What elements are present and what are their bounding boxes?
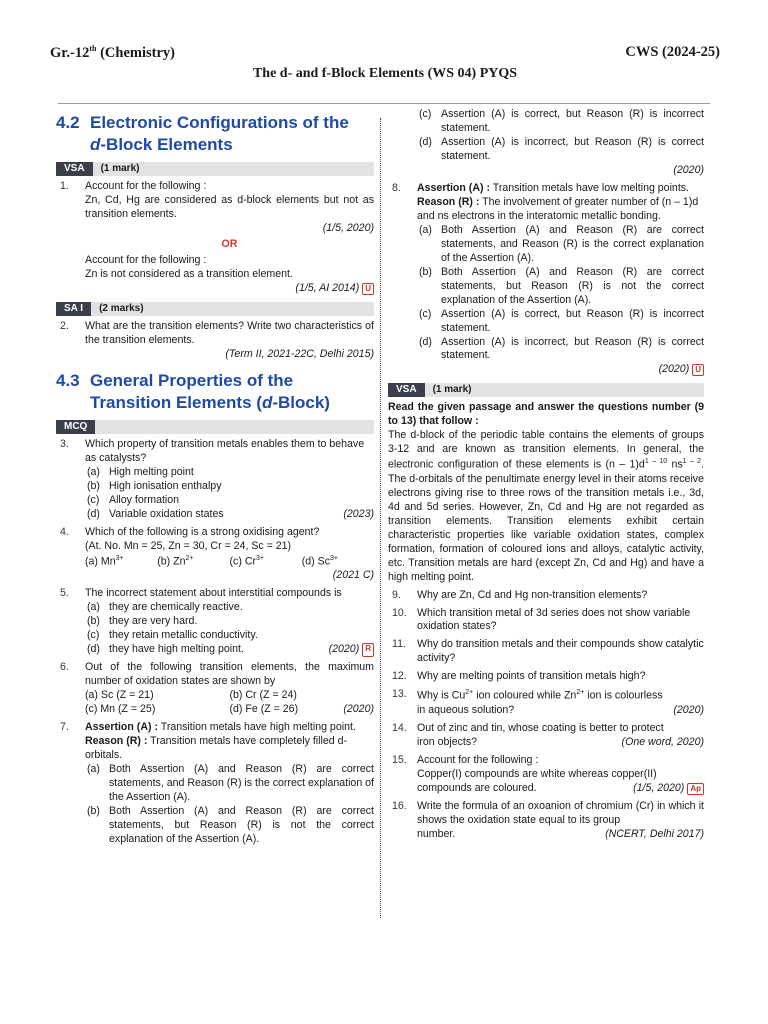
question-line-2 — [417, 704, 704, 718]
ion-charge: 2+ — [465, 689, 474, 697]
text-part: iron objects? — [417, 735, 478, 748]
band-marks: (1 mark) — [425, 383, 704, 397]
option-label: (a) — [85, 555, 98, 568]
header-grade: Gr.-12 — [50, 44, 90, 61]
section-4-2-title — [56, 112, 374, 156]
question-text: What are the transition elements? Write two characteristics of the transition elements. — [85, 319, 374, 346]
option-ion: Zn — [173, 555, 186, 568]
reason — [417, 196, 704, 224]
question-number: 13. — [392, 688, 407, 701]
option-b — [157, 554, 229, 570]
source-text: (2023) — [343, 507, 374, 520]
option-ion: Mn — [100, 555, 116, 568]
option-a — [85, 466, 374, 480]
passage-superscript: 1 – 2 — [682, 458, 702, 466]
section-heading-line2 — [90, 134, 349, 156]
option-a — [85, 689, 230, 703]
option-b — [85, 805, 374, 847]
band-vsa — [56, 162, 374, 176]
question-number: 4. — [60, 525, 69, 538]
option-b — [230, 689, 375, 703]
passage-heading: Read the given passage and answer the questions number (9 to 13) that follow : — [388, 401, 704, 428]
question-line-last — [417, 828, 704, 842]
source-text: (2020) — [673, 163, 704, 176]
level-badge: U — [362, 283, 374, 295]
reason-text: Transition metals have completely filled d-orbitals. — [85, 734, 347, 761]
section-heading — [90, 370, 330, 414]
option-label: (b) — [87, 615, 100, 628]
question-number: 12. — [392, 670, 407, 683]
option-d — [230, 703, 375, 717]
text-part: number. — [417, 827, 456, 840]
option-text: Both Assertion (A) and Reason (R) are correct statements, but Reason (R) is not the correct explanation of the Assertion (A). — [441, 265, 704, 306]
question-text: Out of the following transition elements, the maximum number of oxidation states are shown by — [85, 661, 374, 688]
passage-part: The d-block of the periodic table contains the elements of groups 3-12 and are known as transition elements. In general, the electronic configuration of these elements is (n – 1)d — [388, 429, 704, 471]
option-text: High ionisation enthalpy — [109, 479, 222, 492]
question-body — [417, 688, 704, 717]
question-body — [417, 182, 704, 378]
question-9 — [388, 589, 704, 603]
question-number: 16. — [392, 799, 407, 812]
header-grade-subject — [50, 44, 175, 62]
question-body — [85, 721, 374, 847]
question-number: 14. — [392, 721, 407, 734]
option-label: (c) — [87, 493, 100, 506]
header-grade-sup: th — [89, 44, 97, 53]
source-text: (2020) — [343, 703, 374, 715]
section-number: 4.2 — [56, 113, 80, 132]
heading-part: Transition Elements ( — [90, 392, 262, 412]
question-number: 10. — [392, 606, 407, 619]
option-text: Sc (Z = 21) — [100, 689, 154, 702]
question-number: 15. — [392, 753, 407, 766]
question-12 — [388, 670, 704, 684]
option-label: (a) — [419, 223, 432, 236]
question-source — [417, 363, 704, 377]
passage-part: . The d-orbitals of the penultimate energy level in their atoms receive electrons giving rise to three rows of the transition metals i.e., 3d, 4d and 5d series. However, Zn, Cd and Hg are not regarded as transition elements. Transition elements exhibit certain characteristic properties like variable oxidation states, complex formation, formation of coloured ions and alloys, catalytic activity, etc. Transition metals are hard (except Zn, Cd and Hg) and have a high melting point. — [388, 458, 704, 583]
assertion — [417, 182, 704, 196]
option-label: (b) — [229, 689, 243, 702]
option-text: they are very hard. — [109, 615, 198, 628]
column-divider — [380, 118, 381, 918]
question-source-2 — [85, 282, 374, 296]
question-number: 1. — [60, 180, 69, 193]
band-tag: SA I — [56, 302, 91, 316]
question-line-2 — [417, 736, 704, 750]
option-label: (b) — [419, 265, 432, 278]
question-text: Which transition metal of 3d series does not show variable oxidation states? — [417, 606, 691, 633]
option-c — [85, 494, 374, 508]
reason-text: The involvement of greater number of (n – 1)d and ns electrons in the interatomic metallic bonding. — [417, 195, 699, 222]
option-label: (c) — [419, 108, 432, 120]
question-source — [417, 164, 704, 178]
question-body — [417, 722, 704, 750]
worksheet-title: The d- and f-Block Elements (WS 04) PYQS — [252, 66, 518, 81]
question-number: 9. — [392, 588, 401, 601]
section-4-3-title — [56, 370, 374, 414]
header-code: CWS (2024-25) — [625, 44, 720, 60]
option-a — [417, 224, 704, 266]
band-marks — [95, 420, 374, 434]
question-source — [85, 569, 374, 583]
question-body — [85, 438, 374, 522]
header-subject: (Chemistry) — [96, 44, 175, 61]
question-body — [85, 180, 374, 296]
question-text: The incorrect statement about interstitial compounds is — [85, 587, 342, 600]
question-body — [417, 754, 704, 796]
question-15 — [388, 754, 704, 796]
option-label: (a) — [85, 689, 98, 702]
option-c — [85, 629, 374, 643]
option-text: Mn (Z = 25) — [100, 703, 156, 715]
option-label: (c) — [229, 555, 242, 568]
options-row — [85, 554, 374, 570]
band-tag: MCQ — [56, 420, 95, 434]
option-charge: 3+ — [256, 554, 264, 562]
question-number: 7. — [60, 720, 69, 733]
right-column — [388, 108, 704, 842]
question-line-3 — [417, 782, 704, 796]
text-part: compounds are coloured. — [417, 781, 537, 794]
option-ion: Sc — [317, 555, 331, 568]
option-c — [230, 554, 302, 570]
option-text: they are chemically reactive. — [109, 601, 243, 614]
question-body — [85, 526, 374, 583]
assertion-label: Assertion (A) : — [417, 181, 490, 194]
question-text: Why are Zn, Cd and Hg non-transition elements? — [417, 588, 648, 601]
option-label: (b) — [157, 555, 171, 568]
ion-charge: 2+ — [576, 689, 585, 697]
question-number: 8. — [392, 181, 401, 194]
option-b — [85, 615, 374, 629]
option-text: Both Assertion (A) and Reason (R) are correct statements, and Reason (R) is the correct explanation of the Assertion (A). — [441, 223, 704, 264]
option-text: they retain metallic conductivity. — [109, 629, 258, 642]
option-label: (c) — [419, 307, 432, 320]
question-1 — [56, 180, 374, 296]
question-number — [388, 108, 417, 178]
question-intro: Account for the following : — [417, 753, 539, 766]
text-part: ion coloured while Zn — [473, 689, 577, 702]
text-part: Why is Cu — [417, 689, 466, 702]
option-c — [417, 308, 704, 336]
band-marks: (2 marks) — [91, 302, 374, 316]
option-ion: Cr — [244, 555, 256, 568]
option-text: Cr (Z = 24) — [245, 689, 297, 702]
option-label: (b) — [87, 804, 100, 817]
option-label: (c) — [87, 629, 100, 642]
question-8 — [388, 182, 704, 378]
source-text: (2020) — [658, 363, 690, 376]
option-a — [85, 601, 374, 615]
question-5 — [56, 587, 374, 657]
question-4 — [56, 526, 374, 583]
question-body — [85, 587, 374, 657]
question-7-continued — [388, 108, 704, 178]
source-text: (Term II, 2021-22C, Delhi 2015) — [225, 347, 374, 360]
heading-end: -Block) — [272, 392, 330, 412]
source-text: (2021 C) — [332, 569, 374, 582]
option-label: (c) — [85, 703, 98, 715]
section-heading-line1: General Properties of the — [90, 370, 294, 390]
band-sa — [56, 302, 374, 316]
section-heading-line2 — [90, 392, 330, 414]
question-11 — [388, 638, 704, 666]
question-7 — [56, 721, 374, 847]
question-text — [417, 688, 704, 704]
question-2 — [56, 320, 374, 362]
option-a — [85, 763, 374, 805]
option-label: (a) — [87, 465, 100, 478]
option-text: Assertion (A) is correct, but Reason (R) is incorrect statement. — [441, 307, 704, 334]
question-16 — [388, 800, 704, 842]
source-text: (1/5, AI 2014) — [295, 281, 360, 294]
option-text: Assertion (A) is incorrect, but Reason (R) is correct statement. — [441, 135, 704, 162]
option-label: (d) — [87, 507, 100, 520]
option-b — [417, 266, 704, 308]
question-text: Which property of transition metals enables them to behave as catalysts? — [85, 438, 365, 464]
passage-superscript: 1 – 10 — [644, 458, 668, 466]
question-3 — [56, 438, 374, 522]
option-label: (d) — [87, 643, 100, 656]
question-number: 2. — [60, 319, 69, 332]
question-text: Why are melting points of transition metals high? — [417, 670, 646, 683]
reason-label: Reason (R) : — [85, 734, 148, 747]
option-d — [417, 136, 704, 164]
band-mcq — [56, 420, 374, 434]
source-text: (One word, 2020) — [621, 735, 704, 748]
source-text: (1/5, 2020) — [322, 222, 374, 235]
level-badge: U — [692, 364, 704, 376]
option-c — [417, 108, 704, 136]
question-text: Copper(I) compounds are white whereas copper(II) — [417, 767, 657, 780]
question-14 — [388, 722, 704, 750]
left-column — [56, 108, 374, 847]
question-10 — [388, 607, 704, 635]
question-body — [85, 661, 374, 717]
question-number: 11. — [392, 638, 406, 651]
assertion-label: Assertion (A) : — [85, 720, 158, 733]
heading-italic: d — [90, 135, 101, 155]
option-label: (d) — [419, 335, 432, 348]
question-text: Out of zinc and tin, whose coating is better to protect — [417, 721, 664, 734]
question-number: 5. — [60, 587, 69, 600]
question-text: Zn, Cd, Hg are considered as d-block elements but not as transition elements. — [85, 194, 374, 221]
option-text: Fe (Z = 26) — [245, 703, 299, 715]
option-text: Variable oxidation states — [109, 507, 224, 520]
option-text: they have high melting point. — [109, 643, 244, 656]
option-a — [85, 554, 157, 570]
source-text: (2020) — [673, 703, 704, 716]
or-separator: OR — [221, 238, 238, 251]
band-vsa-right — [388, 383, 704, 397]
option-label: (a) — [87, 601, 100, 614]
question-13 — [388, 688, 704, 717]
question-text: Which of the following is a strong oxidising agent? — [85, 525, 320, 538]
page-header — [50, 44, 720, 84]
question-number: 6. — [60, 661, 69, 674]
band-tag: VSA — [388, 383, 425, 397]
question-subtext: (At. No. Mn = 25, Zn = 30, Cr = 24, Sc = 21) — [85, 539, 292, 552]
passage-text — [388, 429, 704, 584]
question-body — [85, 320, 374, 362]
options-row-1 — [85, 689, 374, 703]
option-charge: 3+ — [115, 554, 124, 562]
level-badge: Ap — [687, 783, 704, 795]
question-body — [417, 800, 704, 842]
heading-rest: -Block Elements — [100, 135, 233, 155]
option-label: (a) — [87, 762, 100, 775]
section-heading-line1: Electronic Configurations of the — [90, 113, 349, 132]
source-wrap — [633, 782, 704, 796]
source-text: (1/5, 2020) — [633, 781, 685, 794]
assertion — [85, 721, 374, 735]
option-b — [85, 480, 374, 494]
question-source — [85, 222, 374, 236]
option-text: Both Assertion (A) and Reason (R) are correct statements, and Reason (R) is the correct explanation of the Assertion (A). — [109, 762, 374, 803]
band-marks: (1 mark) — [93, 162, 374, 176]
option-text: Alloy formation — [109, 493, 180, 506]
section-number: 4.3 — [56, 370, 80, 390]
option-d — [302, 554, 374, 570]
assertion-text: Transition metals have high melting point. — [157, 720, 356, 733]
options-row-2 — [85, 703, 374, 717]
question-text-2: Zn is not considered as a transition element. — [85, 268, 293, 280]
question-text: Write the formula of an oxoanion of chromium (Cr) in which it shows the oxidation state equal to its group — [417, 799, 704, 826]
question-intro-2: Account for the following : — [85, 254, 207, 267]
text-part: in aqueous solution? — [417, 703, 515, 716]
band-tag: VSA — [56, 162, 93, 176]
reason-label: Reason (R) : — [417, 195, 480, 208]
option-text: Assertion (A) is incorrect, but Reason (R) is correct statement. — [441, 335, 704, 362]
passage-part: ns — [667, 458, 683, 471]
question-number: 3. — [60, 438, 69, 451]
source-text: (2020) — [328, 643, 360, 656]
section-heading — [90, 112, 349, 156]
option-c — [85, 703, 230, 717]
option-text: Assertion (A) is correct, but Reason (R) is incorrect statement. — [441, 108, 704, 134]
option-charge: 2+ — [185, 554, 194, 562]
source-text: (NCERT, Delhi 2017) — [605, 827, 704, 840]
option-d — [417, 336, 704, 364]
option-label: (d) — [419, 135, 432, 148]
assertion-text: Transition metals have low melting points. — [489, 181, 690, 194]
option-d — [85, 508, 374, 522]
text-part: ion is colourless — [584, 689, 663, 702]
option-text: High melting point — [109, 465, 194, 478]
option-charge: 3+ — [330, 554, 339, 562]
question-body — [417, 108, 704, 178]
reason — [85, 735, 374, 763]
option-d — [85, 643, 374, 657]
heading-italic: d — [261, 392, 273, 412]
option-text: Both Assertion (A) and Reason (R) are correct statements, but Reason (R) is not the correct explanation of the Assertion (A). — [109, 804, 374, 845]
question-6 — [56, 661, 374, 717]
option-label: (d) — [229, 703, 243, 715]
question-intro: Account for the following : — [85, 180, 207, 193]
question-source — [85, 348, 374, 362]
question-text: Why do transition metals and their compounds show catalytic activity? — [417, 638, 704, 665]
option-label: (b) — [87, 479, 100, 492]
option-label: (d) — [301, 555, 315, 568]
level-badge: R — [362, 643, 374, 657]
top-rule — [58, 103, 710, 104]
